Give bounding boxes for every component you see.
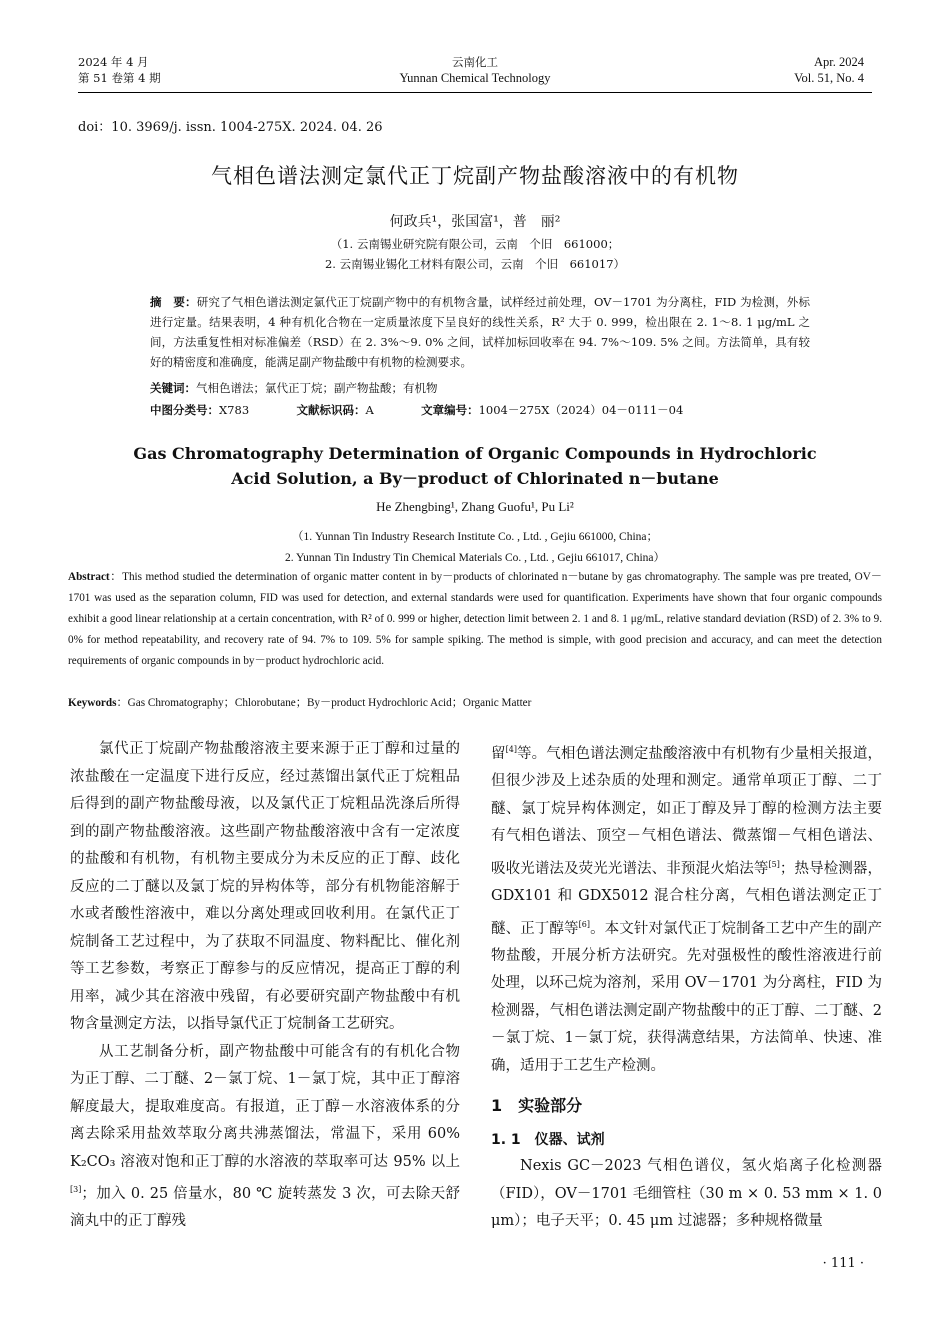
keywords-en-label: Keywords (68, 697, 117, 709)
authors-cn: 何政兵¹，张国富¹，普 丽² (389, 214, 561, 230)
doi: doi：10. 3969/j. issn. 1004-275X. 2024. 04. 26 (78, 120, 383, 135)
keywords-cn-text: 气相色谱法；氯代正丁烷；副产物盐酸；有机物 (196, 381, 438, 395)
abstract-en-label: Abstract (68, 571, 110, 583)
header-journal-cn: 云南化工 (452, 55, 498, 69)
classification-line (150, 400, 810, 420)
keywords-en (68, 693, 882, 714)
citation[interactable]: [6] (578, 919, 590, 929)
header-date-cn: 2024 年 4 月 (78, 55, 149, 69)
abstract-cn-label: 摘 要： (150, 295, 197, 309)
body-paragraph (70, 1039, 460, 1236)
article-number-value: 1004－275X（2024）04－0111－04 (478, 403, 684, 417)
header-volume-en: Vol. 51, No. 4 (794, 71, 864, 85)
abstract-en-text: ：This method studied the determination of organic matter content in by－products of chlorinated n－butane by gas chromatography. The sample was pre treated, OV－1701 was used as the separation column, FID was used for detection, and external standards were used for quantification. Experiments have shown that four organic compounds exhibit a good linear relationship at a certain concentration, with R² of 0. 999 or higher, detection limit between 2. 1 and 8. 1 μg/mL, relative standard deviation (RSD) of 2. 3% to 9. 0% for method repeatability, and recovery rate of 94. 7% to 109. 5% for sample spiking. The method is simple, with good precision and accuracy, and can meet the detection requirements of organic compounds in by－product hydrochloric acid. (68, 571, 882, 667)
body-text: 留 (491, 745, 506, 762)
abstract-en (68, 567, 882, 672)
citation[interactable]: [5] (768, 859, 780, 869)
body-paragraph (491, 736, 882, 1080)
body-left-column (70, 736, 460, 1236)
body-paragraph: Nexis GC－2023 气相色谱仪，氢火焰离子化检测器（FID），OV－1701 毛细管柱（30 m × 0. 53 mm × 1. 0 μm）；电子天平；0. 45 μm 过滤器；多种规格微量 (491, 1158, 882, 1230)
title-cn: 气相色谱法测定氯代正丁烷副产物盐酸溶液中的有机物 (211, 164, 739, 188)
section-heading: 1 实验部分 (491, 1096, 583, 1116)
body-paragraph: 氯代正丁烷副产物盐酸溶液主要来源于正丁醇和过量的浓盐酸在一定温度下进行反应，经过蒸馏出氯代正丁烷粗品后得到的副产物盐酸母液，以及氯代正丁烷粗品洗涤后所得到的副产物盐酸溶液。这些副产物盐酸溶液中含有一定浓度的盐酸和有机物，有机物主要成分为未反应的正丁醇、歧化反应的二丁醚以及氯丁烷的异构体等，部分有机物能溶解于水或者酸性溶液中，难以分离处理或回收利用。在氯代正丁烷制备工艺过程中，为了获取不同温度、物料配比、催化剂等工艺参数，考察正丁醇参与的反应情况，提高正丁醇的利用率，减少其在溶液中残留，有必要研究副产物盐酸中有机物含量测定方法，以指导氯代正丁烷制备工艺研究。 (70, 741, 460, 1032)
body-text: 从工艺制备分析，副产物盐酸中可能含有的有机化合物为正丁醇、二丁醚、2－氯丁烷、1－氯丁烷，其中正丁醇溶解度最大，提取难度高。有报道，正丁醇－水溶液体系的分离去除采用盐效萃取分离共沸蒸馏法，常温下，采用 60% K₂CO₃ 溶液对饱和正丁醇的水溶液的萃取率可达 95% 以上 (70, 1043, 460, 1170)
keywords-cn (150, 378, 810, 398)
header-rule (78, 92, 872, 93)
affiliation-cn-2: 2. 云南锡业锡化工材料有限公司，云南 个旧 661017） (324, 257, 626, 271)
body-text: 等。气相色谱法测定盐酸溶液中有机物有少量相关报道，但很少涉及上述杂质的处理和测定。通常单项正丁醇、二丁醚、氯丁烷异构体测定，如正丁醇及异丁醇的检测方法主要有气相色谱法、顶空－气相色谱法、微蒸馏－气相色谱法、吸收光谱法及荧光光谱法、非预混火焰法等 (491, 745, 883, 877)
body-right-column (491, 736, 882, 1236)
title-en (0, 441, 950, 491)
article-number-label: 文章编号： (421, 403, 479, 417)
doc-code-value: A (365, 403, 374, 417)
subsection-heading: 1. 1 仪器、试剂 (491, 1132, 605, 1149)
affiliation-en-2: 2. Yunnan Tin Industry Tin Chemical Materials Co. , Ltd. , Gejiu 661017, China） (284, 552, 666, 564)
title-en-line-1: Gas Chromatography Determination of Organic Compounds in Hydrochloric (133, 444, 817, 463)
authors-en: He Zhengbing¹, Zhang Guofu¹, Pu Li² (376, 499, 574, 514)
body-text: 。本文针对氯代正丁烷制备工艺中产生的副产物盐酸，开展分析方法研究。先对强极性的酸性溶液进行前处理，以环己烷为溶剂，采用 OV－1701 为分离柱，FID 为检测器，气相色谱法测定副产物盐酸中的正丁醇、二丁醚、2－氯丁烷、1－氯丁烷，获得满意结果，方法简单、快速、准确，适用于工艺生产检测。 (491, 920, 883, 1074)
keywords-cn-label: 关键词： (150, 381, 196, 395)
doc-code-label: 文献标识码： (296, 403, 366, 417)
citation[interactable]: [4] (505, 745, 517, 754)
keywords-en-text: ：Gas Chromatography；Chlorobutane；By－product Hydrochloric Acid；Organic Matter (116, 697, 532, 709)
abstract-cn-text: 研究了气相色谱法测定氯代正丁烷副产物中的有机物含量，试样经过前处理，OV－1701 为分离柱，FID 为检测，外标进行定量。结果表明，4 种有机化合物在一定质量浓度下呈良好的线性关系，R² 大于 0. 999，检出限在 2. 1～8. 1 μg/mL 之间，方法重复性相对标准偏差（RSD）在 2. 3%～9. 0% 之间，试样加标回收率在 94. 7%～109. 5% 之间。方法简单，具有较好的精密度和准确度，能满足副产物盐酸中有机物的检测要求。 (150, 295, 810, 369)
clc-value: X783 (219, 403, 250, 417)
body-text: ；加入 0. 25 倍量水，80 ℃ 旋转蒸发 3 次，可去除天舒滴丸中的正丁醇残 (70, 1185, 460, 1230)
header-right (794, 54, 864, 86)
page-number: · 111 · (822, 1256, 864, 1271)
title-en-line-2: Acid Solution, a By－product of Chlorinated n－butane (231, 469, 719, 488)
header-date-en: Apr. 2024 (814, 55, 864, 69)
body-text: ；热导检测器，GDX101 和 GDX5012 混合柱分离，气相色谱法测定正丁醚、正丁醇等 (491, 860, 883, 937)
clc-label: 中图分类号： (150, 403, 219, 417)
abstract-cn (150, 292, 810, 372)
header-volume-cn: 第 51 卷第 4 期 (78, 71, 161, 85)
citation[interactable]: [3] (70, 1185, 82, 1194)
affiliation-en-1: （1. Yunnan Tin Industry Research Institute Co. , Ltd. , Gejiu 661000, China； (291, 531, 659, 543)
header-journal-en: Yunnan Chemical Technology (399, 71, 551, 85)
affiliation-cn-1: （1. 云南锡业研究院有限公司，云南 个旧 661000； (330, 237, 620, 251)
